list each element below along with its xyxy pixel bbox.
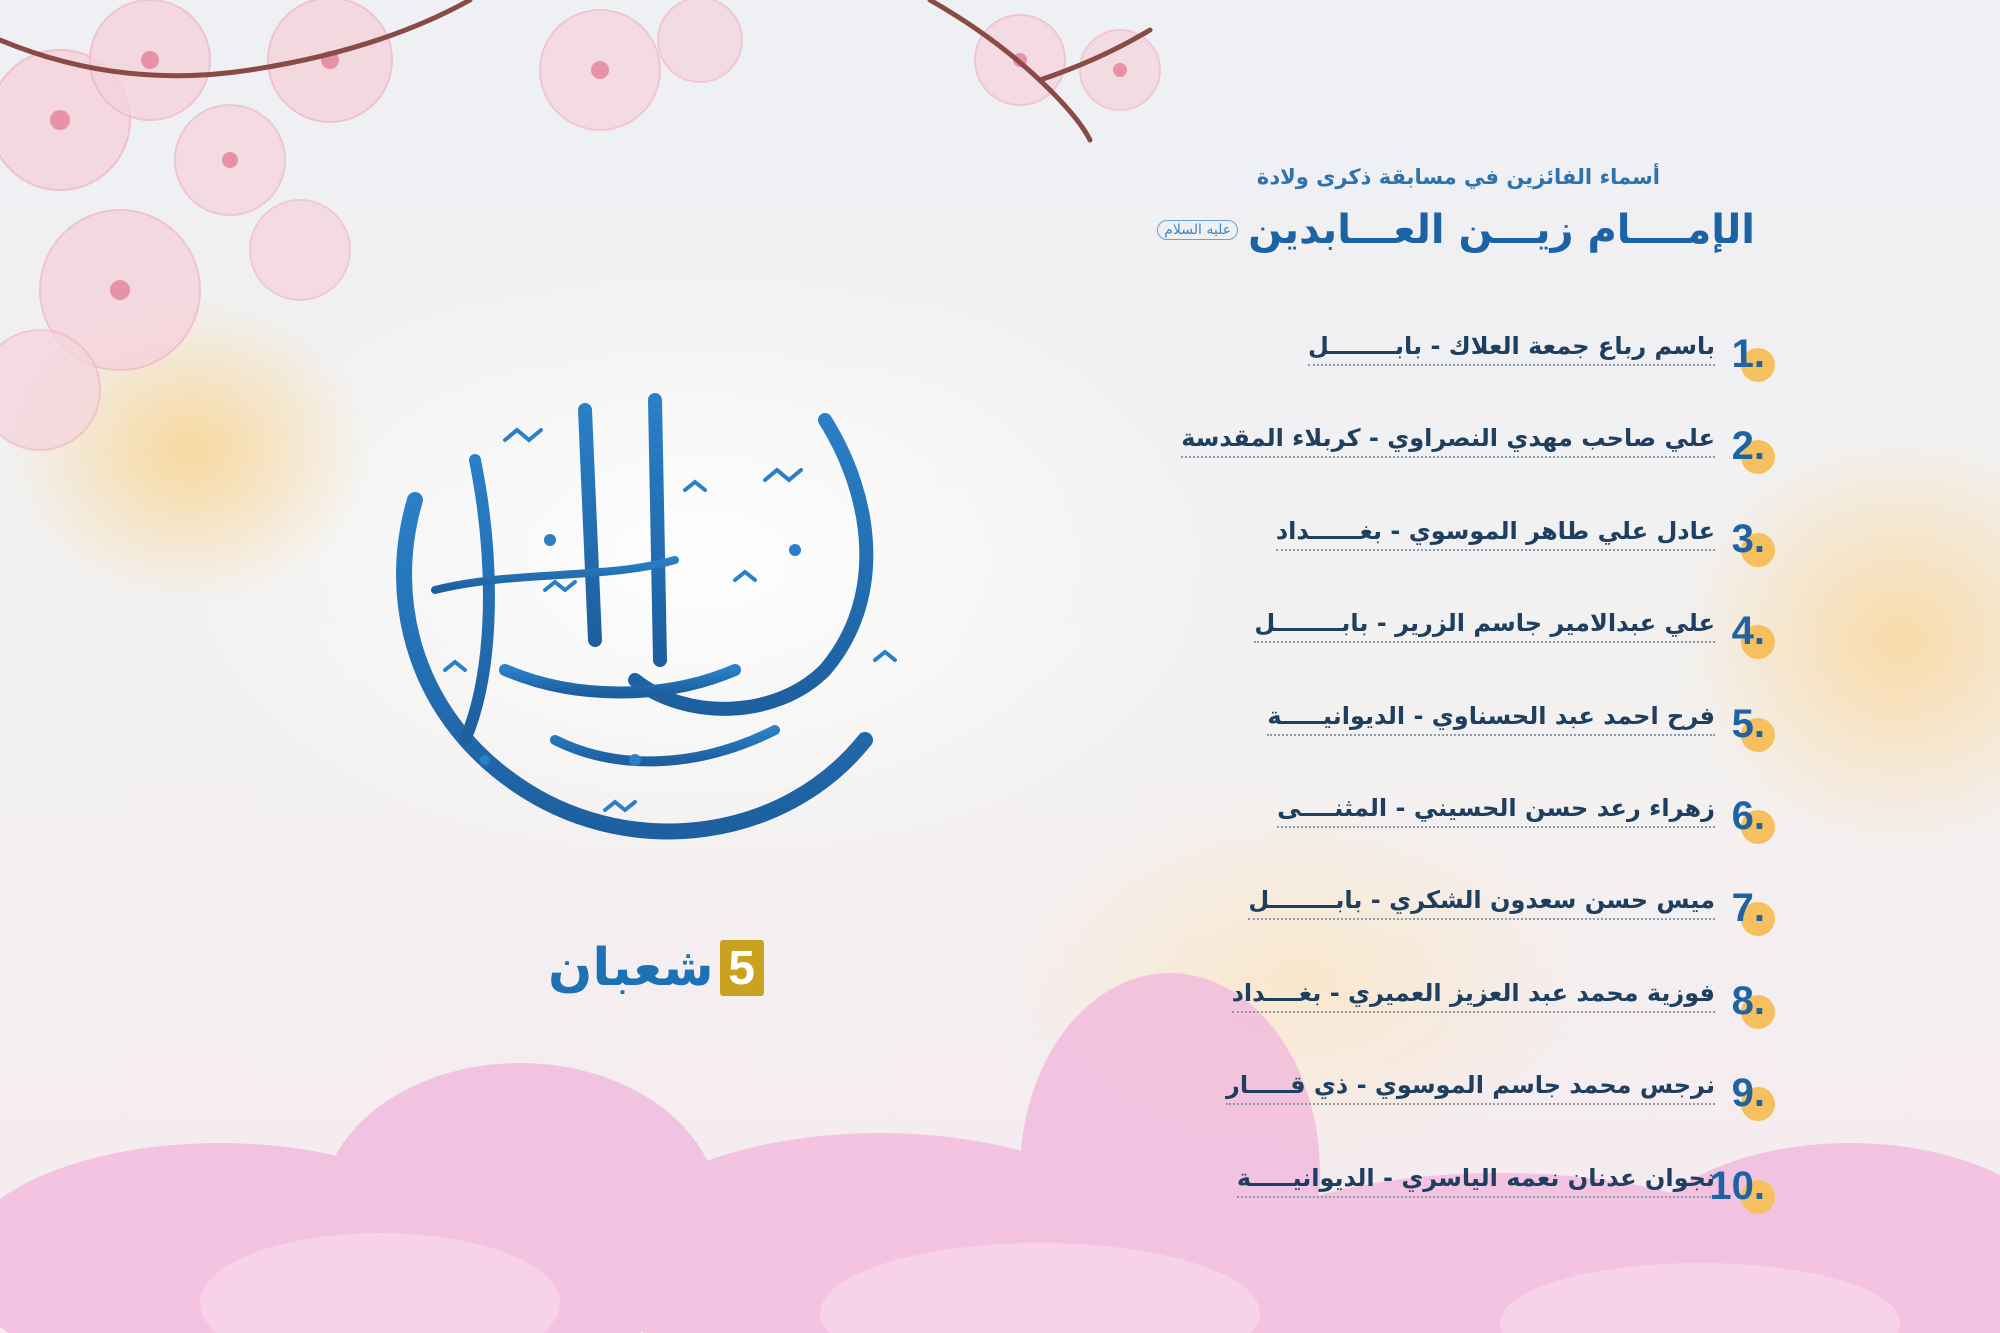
calligraphy-emblem [355, 340, 955, 900]
rank-marker [1719, 1067, 1775, 1123]
winner-row [1135, 1160, 1775, 1252]
rank-number: 8. [1731, 978, 1765, 1023]
rank-number: 6. [1731, 793, 1765, 838]
winner-name: زهراء رعد حسن الحسيني - المثنــــى [1277, 790, 1715, 828]
winner-row [1135, 420, 1775, 512]
honorific-badge: عليه السلام [1157, 220, 1238, 240]
rank-number: 2. [1731, 424, 1765, 469]
rank-marker [1719, 605, 1775, 661]
rank-marker [1719, 698, 1775, 754]
rank-number: 9. [1731, 1071, 1765, 1116]
rank-marker [1719, 975, 1775, 1031]
rank-number: 3. [1731, 516, 1765, 561]
page-header [1157, 165, 1755, 253]
winner-row [1135, 790, 1775, 882]
winner-name: فوزية محمد عبد العزيز العميري - بغــــداد [1232, 975, 1715, 1013]
winner-name: علي عبدالامير جاسم الزرير - بابــــــــل [1254, 605, 1715, 643]
winner-name: علي صاحب مهدي النصراوي - كربلاء المقدسة [1181, 420, 1715, 458]
winner-name: فرح احمد عبد الحسناوي - الديوانيـــــة [1267, 698, 1715, 736]
rank-marker [1719, 420, 1775, 476]
rank-number: 5. [1731, 701, 1765, 746]
winner-name: نجوان عدنان نعمه الياسري - الديوانيـــــة [1237, 1160, 1715, 1198]
winners-list [1135, 328, 1775, 1252]
winner-row [1135, 975, 1775, 1067]
rank-number: 4. [1731, 609, 1765, 654]
rank-marker [1719, 790, 1775, 846]
winner-row [1135, 328, 1775, 420]
winner-row [1135, 882, 1775, 974]
winner-row [1135, 513, 1775, 605]
rank-marker [1719, 328, 1775, 384]
rank-number: 1. [1731, 332, 1765, 376]
winner-row [1135, 698, 1775, 790]
rank-number: 7. [1731, 886, 1765, 931]
date-badge [548, 935, 764, 1001]
winner-name: ميس حسن سعدون الشكري - بابــــــــل [1248, 882, 1715, 920]
rank-marker [1719, 513, 1775, 569]
winner-name: باسم رباع جمعة العلاك - بابــــــــل [1308, 328, 1715, 366]
rank-marker [1709, 1160, 1775, 1216]
title-row [1157, 207, 1755, 253]
rank-number: 10. [1709, 1163, 1765, 1208]
page-title: الإمــــام زيـــن العـــابدين [1248, 207, 1755, 253]
date-month: شعبان [548, 938, 714, 998]
rank-marker [1719, 882, 1775, 938]
winner-row [1135, 1067, 1775, 1159]
winner-row [1135, 605, 1775, 697]
winner-name: عادل علي طاهر الموسوي - بغــــــداد [1276, 513, 1715, 551]
winner-name: نرجس محمد جاسم الموسوي - ذي قـــــار [1226, 1067, 1715, 1105]
date-number: 5 [720, 940, 764, 996]
page-subtitle: أسماء الفائزين في مسابقة ذكرى ولادة [1256, 165, 1660, 189]
